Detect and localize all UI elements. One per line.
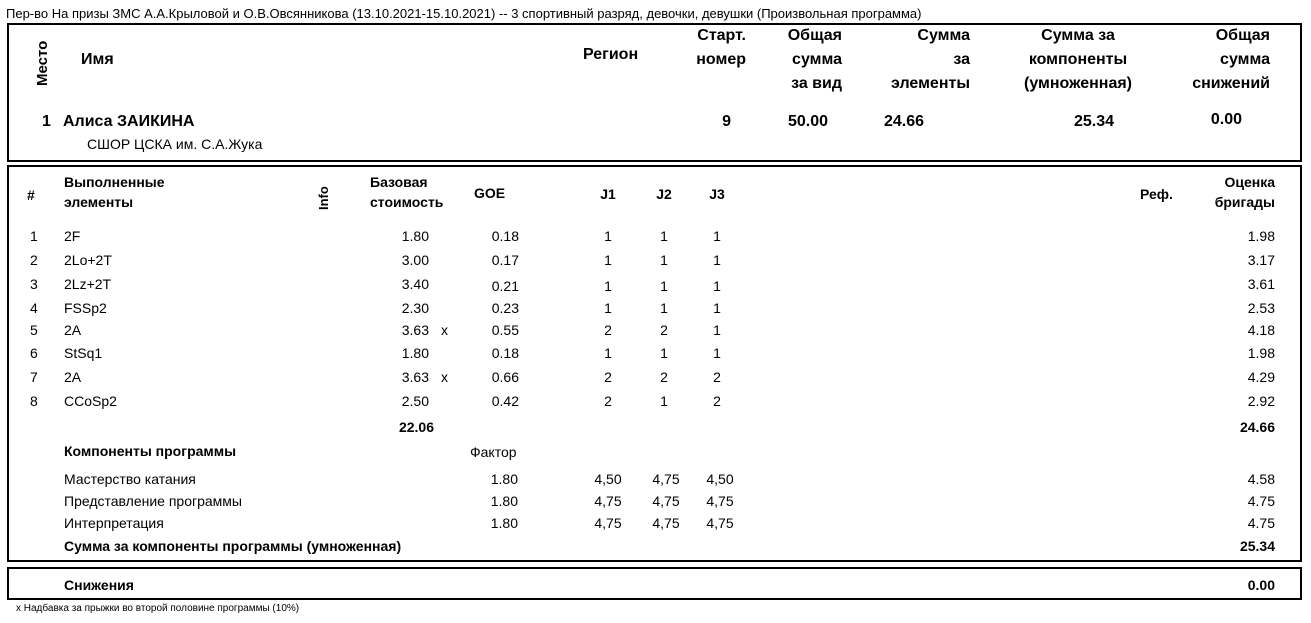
row-j1: 2 xyxy=(604,369,612,385)
row-j2: 2 xyxy=(660,369,668,385)
place-header: Место xyxy=(34,40,51,86)
component-j1: 4,75 xyxy=(594,493,622,509)
component-j1: 4,75 xyxy=(594,515,622,531)
row-num: 6 xyxy=(30,345,38,361)
row-j2: 1 xyxy=(660,228,668,244)
row-element: 2Lo+2T xyxy=(64,252,112,268)
row-j1: 2 xyxy=(604,393,612,409)
component-j1: 4,50 xyxy=(594,471,622,487)
row-element: 2F xyxy=(64,228,81,244)
deductions-sum-header: Общая сумма снижений xyxy=(1192,27,1270,92)
row-goe: 0.23 xyxy=(491,300,519,316)
row-goe: 0.18 xyxy=(491,228,519,244)
row-score: 2.92 xyxy=(1247,393,1275,409)
row-j3: 1 xyxy=(713,228,721,244)
component-j3: 4,50 xyxy=(706,471,734,487)
row-num: 5 xyxy=(30,322,38,338)
component-name: Интерпретация xyxy=(64,515,164,531)
row-element: 2A xyxy=(64,322,82,338)
row-num: 4 xyxy=(30,300,38,316)
row-goe: 0.17 xyxy=(491,252,519,268)
row-base-value: 1.80 xyxy=(401,345,429,361)
row-element: CCoSp2 xyxy=(64,393,117,409)
num-header: # xyxy=(27,187,35,203)
row-j2: 2 xyxy=(660,322,668,338)
components-title: Компоненты программы xyxy=(64,443,237,459)
row-j3: 1 xyxy=(713,252,721,268)
row-goe: 0.42 xyxy=(491,393,519,409)
skater-start-no: 9 xyxy=(722,113,731,130)
component-factor: 1.80 xyxy=(490,515,518,531)
row-num: 2 xyxy=(30,252,38,268)
row-base-value: 3.00 xyxy=(401,252,429,268)
row-bonus-mark: x xyxy=(441,369,448,385)
component-score: 4.75 xyxy=(1247,493,1275,509)
row-j1: 1 xyxy=(604,228,612,244)
row-element: StSq1 xyxy=(64,345,103,361)
goe-header: GOE xyxy=(474,185,506,201)
component-score: 4.75 xyxy=(1247,515,1275,531)
footnote: x Надбавка за прыжки во второй половине программы (10%) xyxy=(16,603,300,614)
row-j1: 1 xyxy=(604,252,612,268)
skater-deductions-total: 0.00 xyxy=(1210,111,1242,128)
skater-name: Алиса ЗАИКИНА xyxy=(63,113,195,130)
skater-place: 1 xyxy=(42,113,51,130)
start-no-header: Старт. номер xyxy=(696,27,746,68)
base-header: Базовая стоимость xyxy=(370,174,444,210)
component-factor: 1.80 xyxy=(490,471,518,487)
row-j2: 1 xyxy=(660,278,668,294)
row-score: 3.61 xyxy=(1247,276,1275,292)
row-j2: 1 xyxy=(660,252,668,268)
row-j3: 1 xyxy=(713,322,721,338)
event-title: Пер-во На призы ЗМС А.А.Крыловой и О.В.Овсянникова (13.10.2021-15.10.2021) -- 3 спортивный разряд, девочки, девушки (Произвольная программа) xyxy=(6,6,922,21)
component-name: Представление программы xyxy=(64,493,242,509)
row-j3: 1 xyxy=(713,345,721,361)
skater-components-total: 25.34 xyxy=(1073,113,1114,130)
component-j3: 4,75 xyxy=(706,515,734,531)
row-j3: 1 xyxy=(713,300,721,316)
deductions-label: Снижения xyxy=(64,577,134,593)
elements-sum-header: Сумма за элементы xyxy=(891,27,970,92)
components-total: 25.34 xyxy=(1239,538,1275,554)
row-num: 8 xyxy=(30,393,38,409)
row-j2: 1 xyxy=(660,345,668,361)
component-score: 4.58 xyxy=(1247,471,1275,487)
row-j1: 1 xyxy=(604,345,612,361)
row-score: 1.98 xyxy=(1247,345,1275,361)
row-element: 2Lz+2T xyxy=(64,276,112,292)
factor-header: Фактор xyxy=(470,444,517,460)
skater-elements-total: 24.66 xyxy=(883,113,924,130)
row-base-value: 1.80 xyxy=(401,228,429,244)
row-j1: 2 xyxy=(604,322,612,338)
row-element: 2A xyxy=(64,369,82,385)
element-header: Выполненные элементы xyxy=(64,174,165,210)
row-j2: 1 xyxy=(660,393,668,409)
total-header: Общая сумма за вид xyxy=(787,27,842,92)
row-j3: 1 xyxy=(713,278,721,294)
score-header: Оценка бригады xyxy=(1214,174,1275,210)
row-j2: 1 xyxy=(660,300,668,316)
row-num: 1 xyxy=(30,228,38,244)
row-j3: 2 xyxy=(713,393,721,409)
row-base-value: 2.30 xyxy=(401,300,429,316)
row-score: 4.29 xyxy=(1247,369,1275,385)
component-name: Мастерство катания xyxy=(64,471,196,487)
base-total: 22.06 xyxy=(398,419,434,435)
j1-header: J1 xyxy=(600,186,616,202)
row-base-value: 2.50 xyxy=(401,393,429,409)
row-goe: 0.66 xyxy=(491,369,519,385)
info-header: Info xyxy=(316,186,331,210)
skater-club: СШОР ЦСКА им. С.А.Жука xyxy=(87,136,263,152)
deductions-box xyxy=(7,567,1302,600)
j2-header: J2 xyxy=(656,186,672,202)
row-goe: 0.21 xyxy=(491,278,519,294)
row-element: FSSp2 xyxy=(64,300,107,316)
row-bonus-mark: x xyxy=(441,322,448,338)
row-score: 4.18 xyxy=(1247,322,1275,338)
row-j1: 1 xyxy=(604,300,612,316)
skater-total: 50.00 xyxy=(787,113,828,130)
row-num: 3 xyxy=(30,276,38,292)
component-j3: 4,75 xyxy=(706,493,734,509)
row-score: 2.53 xyxy=(1247,300,1275,316)
component-j2: 4,75 xyxy=(652,493,680,509)
name-header: Имя xyxy=(81,51,114,68)
row-j3: 2 xyxy=(713,369,721,385)
component-j2: 4,75 xyxy=(652,471,680,487)
row-base-value: 3.63 xyxy=(401,322,429,338)
component-factor: 1.80 xyxy=(490,493,518,509)
row-goe: 0.55 xyxy=(491,322,519,338)
ref-header: Реф. xyxy=(1140,186,1173,202)
deductions-value: 0.00 xyxy=(1247,577,1275,593)
row-score: 3.17 xyxy=(1247,252,1275,268)
j3-header: J3 xyxy=(709,186,725,202)
row-base-value: 3.63 xyxy=(401,369,429,385)
component-j2: 4,75 xyxy=(652,515,680,531)
row-num: 7 xyxy=(30,369,38,385)
row-base-value: 3.40 xyxy=(401,276,429,292)
score-total: 24.66 xyxy=(1239,419,1275,435)
region-header: Регион xyxy=(583,46,639,63)
components-total-label: Сумма за компоненты программы (умноженная) xyxy=(64,538,402,554)
row-score: 1.98 xyxy=(1247,228,1275,244)
row-goe: 0.18 xyxy=(491,345,519,361)
components-sum-header: Сумма за компоненты (умноженная) xyxy=(1024,27,1132,92)
row-j1: 1 xyxy=(604,278,612,294)
